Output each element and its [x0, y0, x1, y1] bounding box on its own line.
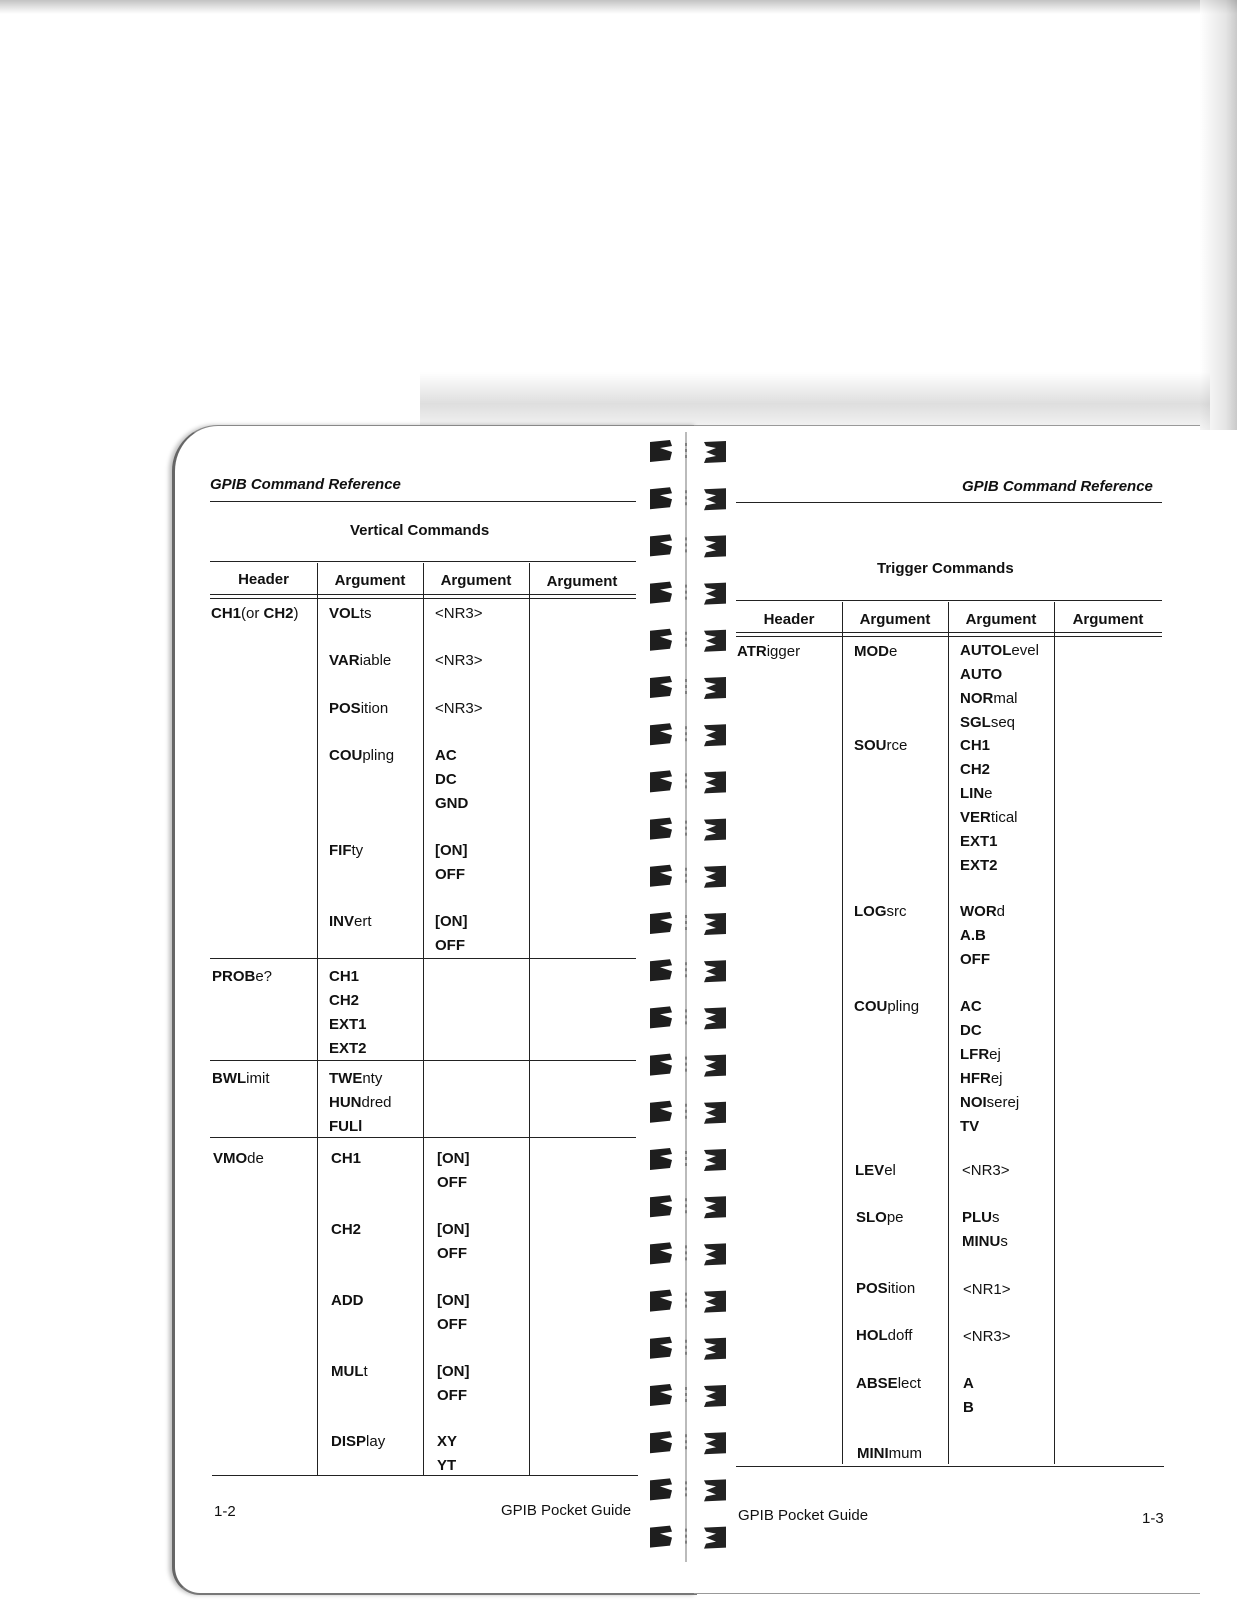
spiral-ring — [650, 582, 726, 605]
header-probe: PROBe? — [212, 968, 273, 985]
value: CH1 — [960, 737, 991, 754]
spiral-ring — [650, 1006, 726, 1029]
value-nr3: <NR3> — [962, 1162, 1010, 1179]
arg-source: SOUrce — [854, 737, 908, 754]
value: OFF — [960, 951, 990, 968]
right-footer-title: GPIB Pocket Guide — [738, 1507, 869, 1524]
arg-invert: INVert — [329, 913, 372, 930]
row-divider — [210, 958, 636, 959]
arg-slope: SLOpe — [856, 1209, 904, 1226]
arg-logsrc: LOGsrc — [854, 903, 907, 920]
arg-minimum: MINImum — [857, 1445, 923, 1462]
spiral-ring — [650, 1242, 726, 1265]
page-shadow — [420, 372, 1210, 430]
value: [ON] — [437, 1150, 470, 1167]
spiral-ring — [650, 1478, 726, 1501]
value: MINUs — [962, 1233, 1008, 1250]
value: OFF — [435, 937, 465, 954]
arg-mode: MODe — [854, 643, 898, 660]
value-list — [962, 1206, 1008, 1254]
value-list — [437, 1430, 457, 1478]
header-atrigger: ATRigger — [737, 643, 801, 660]
value: OFF — [437, 1245, 467, 1262]
value: A.B — [960, 927, 986, 944]
arg: CH1 — [329, 968, 360, 985]
value: AUTO — [960, 666, 1003, 683]
table-bottom-rule — [736, 1466, 1164, 1467]
col-argument-2: Argument — [965, 611, 1037, 628]
trigger-commands-title: Trigger Commands — [877, 560, 1014, 577]
arg-holdoff: HOLdoff — [856, 1327, 913, 1344]
spiral-ring — [650, 912, 726, 935]
left-page-number: 1-2 — [214, 1503, 236, 1520]
value-list — [437, 1289, 470, 1337]
arg-level: LEVel — [855, 1162, 896, 1179]
value: AC — [435, 747, 457, 764]
value-list — [960, 639, 1039, 735]
col-divider — [1054, 602, 1055, 1464]
header-ch1: CH1(or CH2) — [211, 605, 299, 622]
value: PLUs — [962, 1209, 1000, 1226]
table-top-rule — [736, 600, 1162, 601]
row-divider — [210, 1137, 636, 1138]
spiral-ring — [650, 487, 726, 510]
value-list — [435, 744, 468, 816]
left-head-rule — [210, 501, 636, 502]
arg: EXT2 — [329, 1040, 367, 1057]
col-header: Header — [238, 571, 289, 588]
spiral-ring — [650, 1148, 726, 1171]
value: DC — [960, 1022, 982, 1039]
value: LINe — [960, 785, 993, 802]
header-vmode: VMOde — [213, 1150, 264, 1167]
value-list — [435, 910, 468, 958]
arg-variable: VARiable — [329, 652, 392, 669]
value: DC — [435, 771, 457, 788]
spiral-ring — [650, 1054, 726, 1077]
spiral-ring — [650, 440, 726, 463]
col-argument-3: Argument — [1072, 611, 1144, 628]
arg: EXT1 — [329, 1016, 367, 1033]
value: OFF — [435, 866, 465, 883]
value: WORd — [960, 903, 1006, 920]
arg-list — [329, 965, 367, 1061]
spiral-ring — [650, 676, 726, 699]
arg-display: DISPlay — [331, 1433, 386, 1450]
value: HFRej — [960, 1070, 1003, 1087]
arg-list — [329, 1067, 392, 1139]
arg-position: POSition — [856, 1280, 916, 1297]
value: CH2 — [960, 761, 991, 778]
value-nr3: <NR3> — [963, 1328, 1011, 1345]
value: VERtical — [960, 809, 1018, 826]
spiral-ring — [650, 770, 726, 793]
arg-coupling: COUpling — [329, 747, 395, 764]
arg: TWEnty — [329, 1070, 383, 1087]
value-nr1: <NR1> — [963, 1281, 1011, 1298]
header-bwlimit: BWLimit — [212, 1070, 270, 1087]
col-divider — [423, 563, 424, 1475]
value: [ON] — [437, 1221, 470, 1238]
arg: FULl — [329, 1118, 363, 1135]
value: XY — [437, 1433, 458, 1450]
arg-ch1: CH1 — [331, 1150, 362, 1167]
value: AC — [960, 998, 982, 1015]
value-list — [960, 995, 1019, 1139]
spiral-ring — [650, 534, 726, 557]
table-top-rule — [210, 561, 636, 562]
arg-fifty: FIFty — [329, 842, 364, 859]
value: NORmal — [960, 690, 1018, 707]
value: EXT1 — [960, 833, 998, 850]
value-list — [963, 1372, 974, 1420]
value: EXT2 — [960, 857, 998, 874]
value: OFF — [437, 1316, 467, 1333]
spiral-ring — [650, 1526, 726, 1549]
value: TV — [960, 1118, 980, 1135]
spiral-ring — [650, 1290, 726, 1313]
spiral-ring — [650, 1337, 726, 1360]
value: AUTOLevel — [960, 642, 1039, 659]
value-list — [437, 1360, 470, 1408]
spiral-ring — [650, 1101, 726, 1124]
value: [ON] — [435, 842, 468, 859]
value-nr3: <NR3> — [435, 700, 483, 717]
value: A — [963, 1375, 974, 1392]
value: [ON] — [435, 913, 468, 930]
right-running-head: GPIB Command Reference — [962, 478, 1153, 495]
spiral-ring — [650, 1195, 726, 1218]
value-list — [960, 900, 1005, 972]
arg: HUNdred — [329, 1094, 392, 1111]
arg: CH2 — [329, 992, 360, 1009]
left-running-head: GPIB Command Reference — [210, 476, 401, 493]
value: OFF — [437, 1174, 467, 1191]
left-page — [172, 425, 697, 1595]
right-page-number: 1-3 — [1142, 1510, 1164, 1527]
arg-abselect: ABSElect — [856, 1375, 922, 1392]
spiral-ring — [650, 865, 726, 888]
col-argument-2: Argument — [440, 572, 512, 589]
value: SGLseq — [960, 714, 1016, 731]
value: YT — [437, 1457, 457, 1474]
arg-ch2: CH2 — [331, 1221, 362, 1238]
value: NOIserej — [960, 1094, 1020, 1111]
value: [ON] — [437, 1292, 470, 1309]
value: [ON] — [437, 1363, 470, 1380]
left-footer-title: GPIB Pocket Guide — [501, 1502, 632, 1519]
col-divider — [842, 602, 843, 1464]
col-argument-3: Argument — [546, 573, 618, 590]
scanner-edge-right — [1200, 0, 1237, 430]
arg-coupling: COUpling — [854, 998, 920, 1015]
value-nr3: <NR3> — [435, 605, 483, 622]
col-divider — [948, 602, 949, 1464]
value-nr3: <NR3> — [435, 652, 483, 669]
col-header: Header — [763, 611, 815, 628]
arg-volts: VOLts — [329, 605, 372, 622]
spiral-binding — [646, 432, 730, 1562]
arg-add: ADD — [331, 1292, 364, 1309]
value: OFF — [437, 1387, 467, 1404]
value: LFRej — [960, 1046, 1001, 1063]
spiral-ring — [650, 1384, 726, 1407]
value-list — [960, 734, 1018, 878]
value-list — [437, 1218, 470, 1266]
row-divider — [210, 1060, 636, 1061]
value: B — [963, 1399, 974, 1416]
spiral-ring — [650, 818, 726, 841]
right-head-rule — [736, 502, 1162, 503]
table-bottom-rule — [212, 1475, 638, 1476]
value: GND — [435, 795, 469, 812]
arg-mult: MULt — [331, 1363, 368, 1380]
spiral-ring — [650, 629, 726, 652]
spiral-ring — [650, 959, 726, 982]
col-divider — [317, 563, 318, 1475]
table-header-rule — [736, 632, 1162, 637]
vertical-commands-title: Vertical Commands — [350, 522, 490, 539]
spiral-ring — [650, 723, 726, 746]
value-list — [435, 839, 468, 887]
col-divider — [529, 563, 530, 1475]
value-list — [437, 1147, 470, 1195]
spiral-ring — [650, 1431, 726, 1454]
arg-position: POSition — [329, 700, 389, 717]
spiral-rings-graphic — [646, 432, 730, 1562]
col-argument-1: Argument — [334, 572, 406, 589]
scanner-edge-top — [0, 0, 1237, 14]
col-argument-1: Argument — [859, 611, 931, 628]
